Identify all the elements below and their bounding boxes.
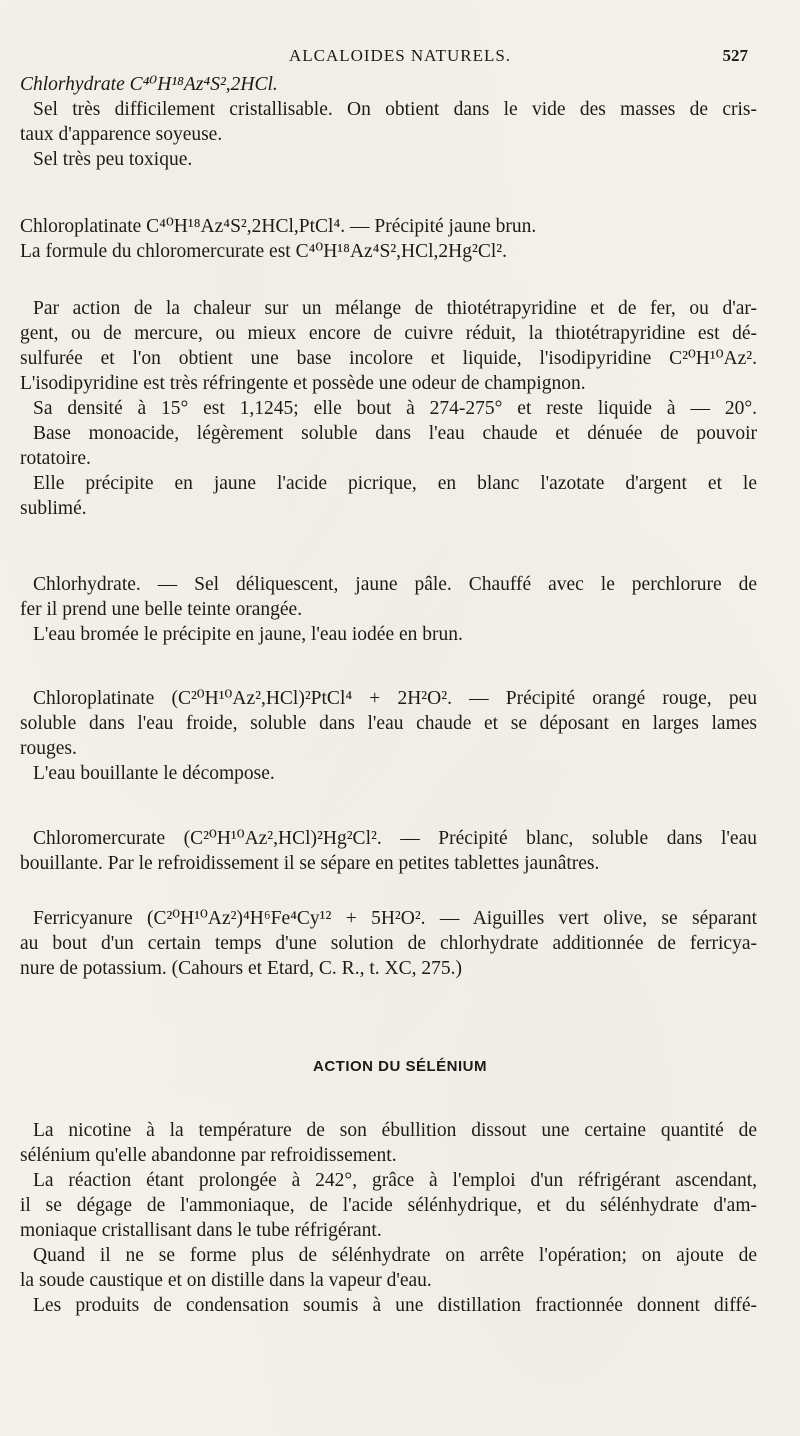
paragraph-chlorhydrate-2	[20, 572, 757, 647]
text-line: L'eau bouillante le décompose.	[33, 763, 275, 784]
paragraph-ferricyanure	[20, 906, 757, 981]
text-line: Sel très peu toxique.	[33, 149, 193, 170]
text-line: taux d'apparence soyeuse.	[20, 124, 223, 145]
text-line: sublimé.	[20, 498, 87, 519]
text-line: Ferricyanure (C²⁰H¹⁰Az²)⁴H⁶Fe⁴Cy¹² + 5H²O². — Aiguilles vert olive, se séparant	[33, 908, 757, 929]
text-line: Sel très difficilement cristallisable. On obtient dans le vide des masses de cris-	[33, 99, 757, 120]
text-line: il se dégage de l'ammoniaque, de l'acide sélénhydrique, et du sélénhydrate d'am-	[20, 1195, 757, 1216]
paragraph-chloromercurate	[20, 826, 757, 876]
text-line: Chlorhydrate C⁴⁰H¹⁸Az⁴S²,2HCl.	[20, 74, 278, 95]
section-heading: ACTION DU SÉLÉNIUM	[313, 1058, 487, 1075]
text-line: bouillante. Par le refroidissement il se sépare en petites tablettes jaunâtres.	[20, 853, 600, 874]
text-line: Sa densité à 15° est 1,1245; elle bout à 274-275° et reste liquide à — 20°.	[33, 398, 757, 419]
text-line: Elle précipite en jaune l'acide picrique, en blanc l'azotate d'argent et le	[33, 473, 757, 494]
text-line: nure de potassium. (Cahours et Etard, C. R., t. XC, 275.)	[20, 958, 462, 979]
text-line: gent, ou de mercure, ou mieux encore de cuivre réduit, la thiotétrapyridine est dé-	[20, 323, 757, 344]
paragraph-chlorhydrate-1	[20, 72, 757, 172]
text-line: rouges.	[20, 738, 77, 759]
text-line: Par action de la chaleur sur un mélange de thiotétrapyridine et de fer, ou d'ar-	[33, 298, 757, 319]
text-line: Chloroplatinate (C²⁰H¹⁰Az²,HCl)²PtCl⁴ + 2H²O². — Précipité orangé rouge, peu	[33, 688, 757, 709]
text-line: L'eau bromée le précipite en jaune, l'eau iodée en brun.	[33, 624, 463, 645]
text-line: Base monoacide, légèrement soluble dans l'eau chaude et dénuée de pouvoir	[33, 423, 757, 444]
text-line: Chloromercurate (C²⁰H¹⁰Az²,HCl)²Hg²Cl². — Précipité blanc, soluble dans l'eau	[33, 828, 757, 849]
paragraph-chloroplatinate-2	[20, 686, 757, 786]
text-line: moniaque cristallisant dans le tube réfrigérant.	[20, 1220, 382, 1241]
text-line: fer il prend une belle teinte orangée.	[20, 599, 303, 620]
text-line: au bout d'un certain temps d'une solution de chlorhydrate additionnée de ferricya-	[20, 933, 757, 954]
text-line: Quand il ne se forme plus de sélénhydrate on arrête l'opération; on ajoute de	[33, 1245, 757, 1266]
text-line: Chlorhydrate. — Sel déliquescent, jaune pâle. Chauffé avec le perchlorure de	[33, 574, 757, 595]
text-line: La nicotine à la température de son ébullition dissout une certaine quantité de	[33, 1120, 757, 1141]
text-line: La réaction étant prolongée à 242°, grâce à l'emploi d'un réfrigérant ascendant,	[33, 1170, 757, 1191]
paragraph-isodipyridine	[20, 296, 757, 521]
text-line: sélénium qu'elle abandonne par refroidissement.	[20, 1145, 397, 1166]
running-title: ALCALOIDES NATURELS.	[288, 46, 512, 65]
running-head	[0, 46, 800, 66]
text-line: Chloroplatinate C⁴⁰H¹⁸Az⁴S²,2HCl,PtCl⁴. — Précipité jaune brun.	[20, 216, 537, 237]
page-number: 527	[722, 46, 748, 65]
paragraph-chloroplatinate-1	[20, 214, 757, 264]
text-line: La formule du chloromercurate est C⁴⁰H¹⁸Az⁴S²,HCl,2Hg²Cl².	[20, 241, 507, 262]
paragraph-selenium	[20, 1118, 757, 1318]
text-line: sulfurée et l'on obtient une base incolore et liquide, l'isodipyridine C²⁰H¹⁰Az².	[20, 348, 757, 369]
text-line: la soude caustique et on distille dans la vapeur d'eau.	[20, 1270, 432, 1291]
text-line: soluble dans l'eau froide, soluble dans l'eau chaude et se déposant en larges lames	[20, 713, 757, 734]
text-line: rotatoire.	[20, 448, 91, 469]
text-line: Les produits de condensation soumis à une distillation fractionnée donnent diffé-	[33, 1295, 757, 1316]
text-line: L'isodipyridine est très réfringente et possède une odeur de champignon.	[20, 373, 586, 394]
